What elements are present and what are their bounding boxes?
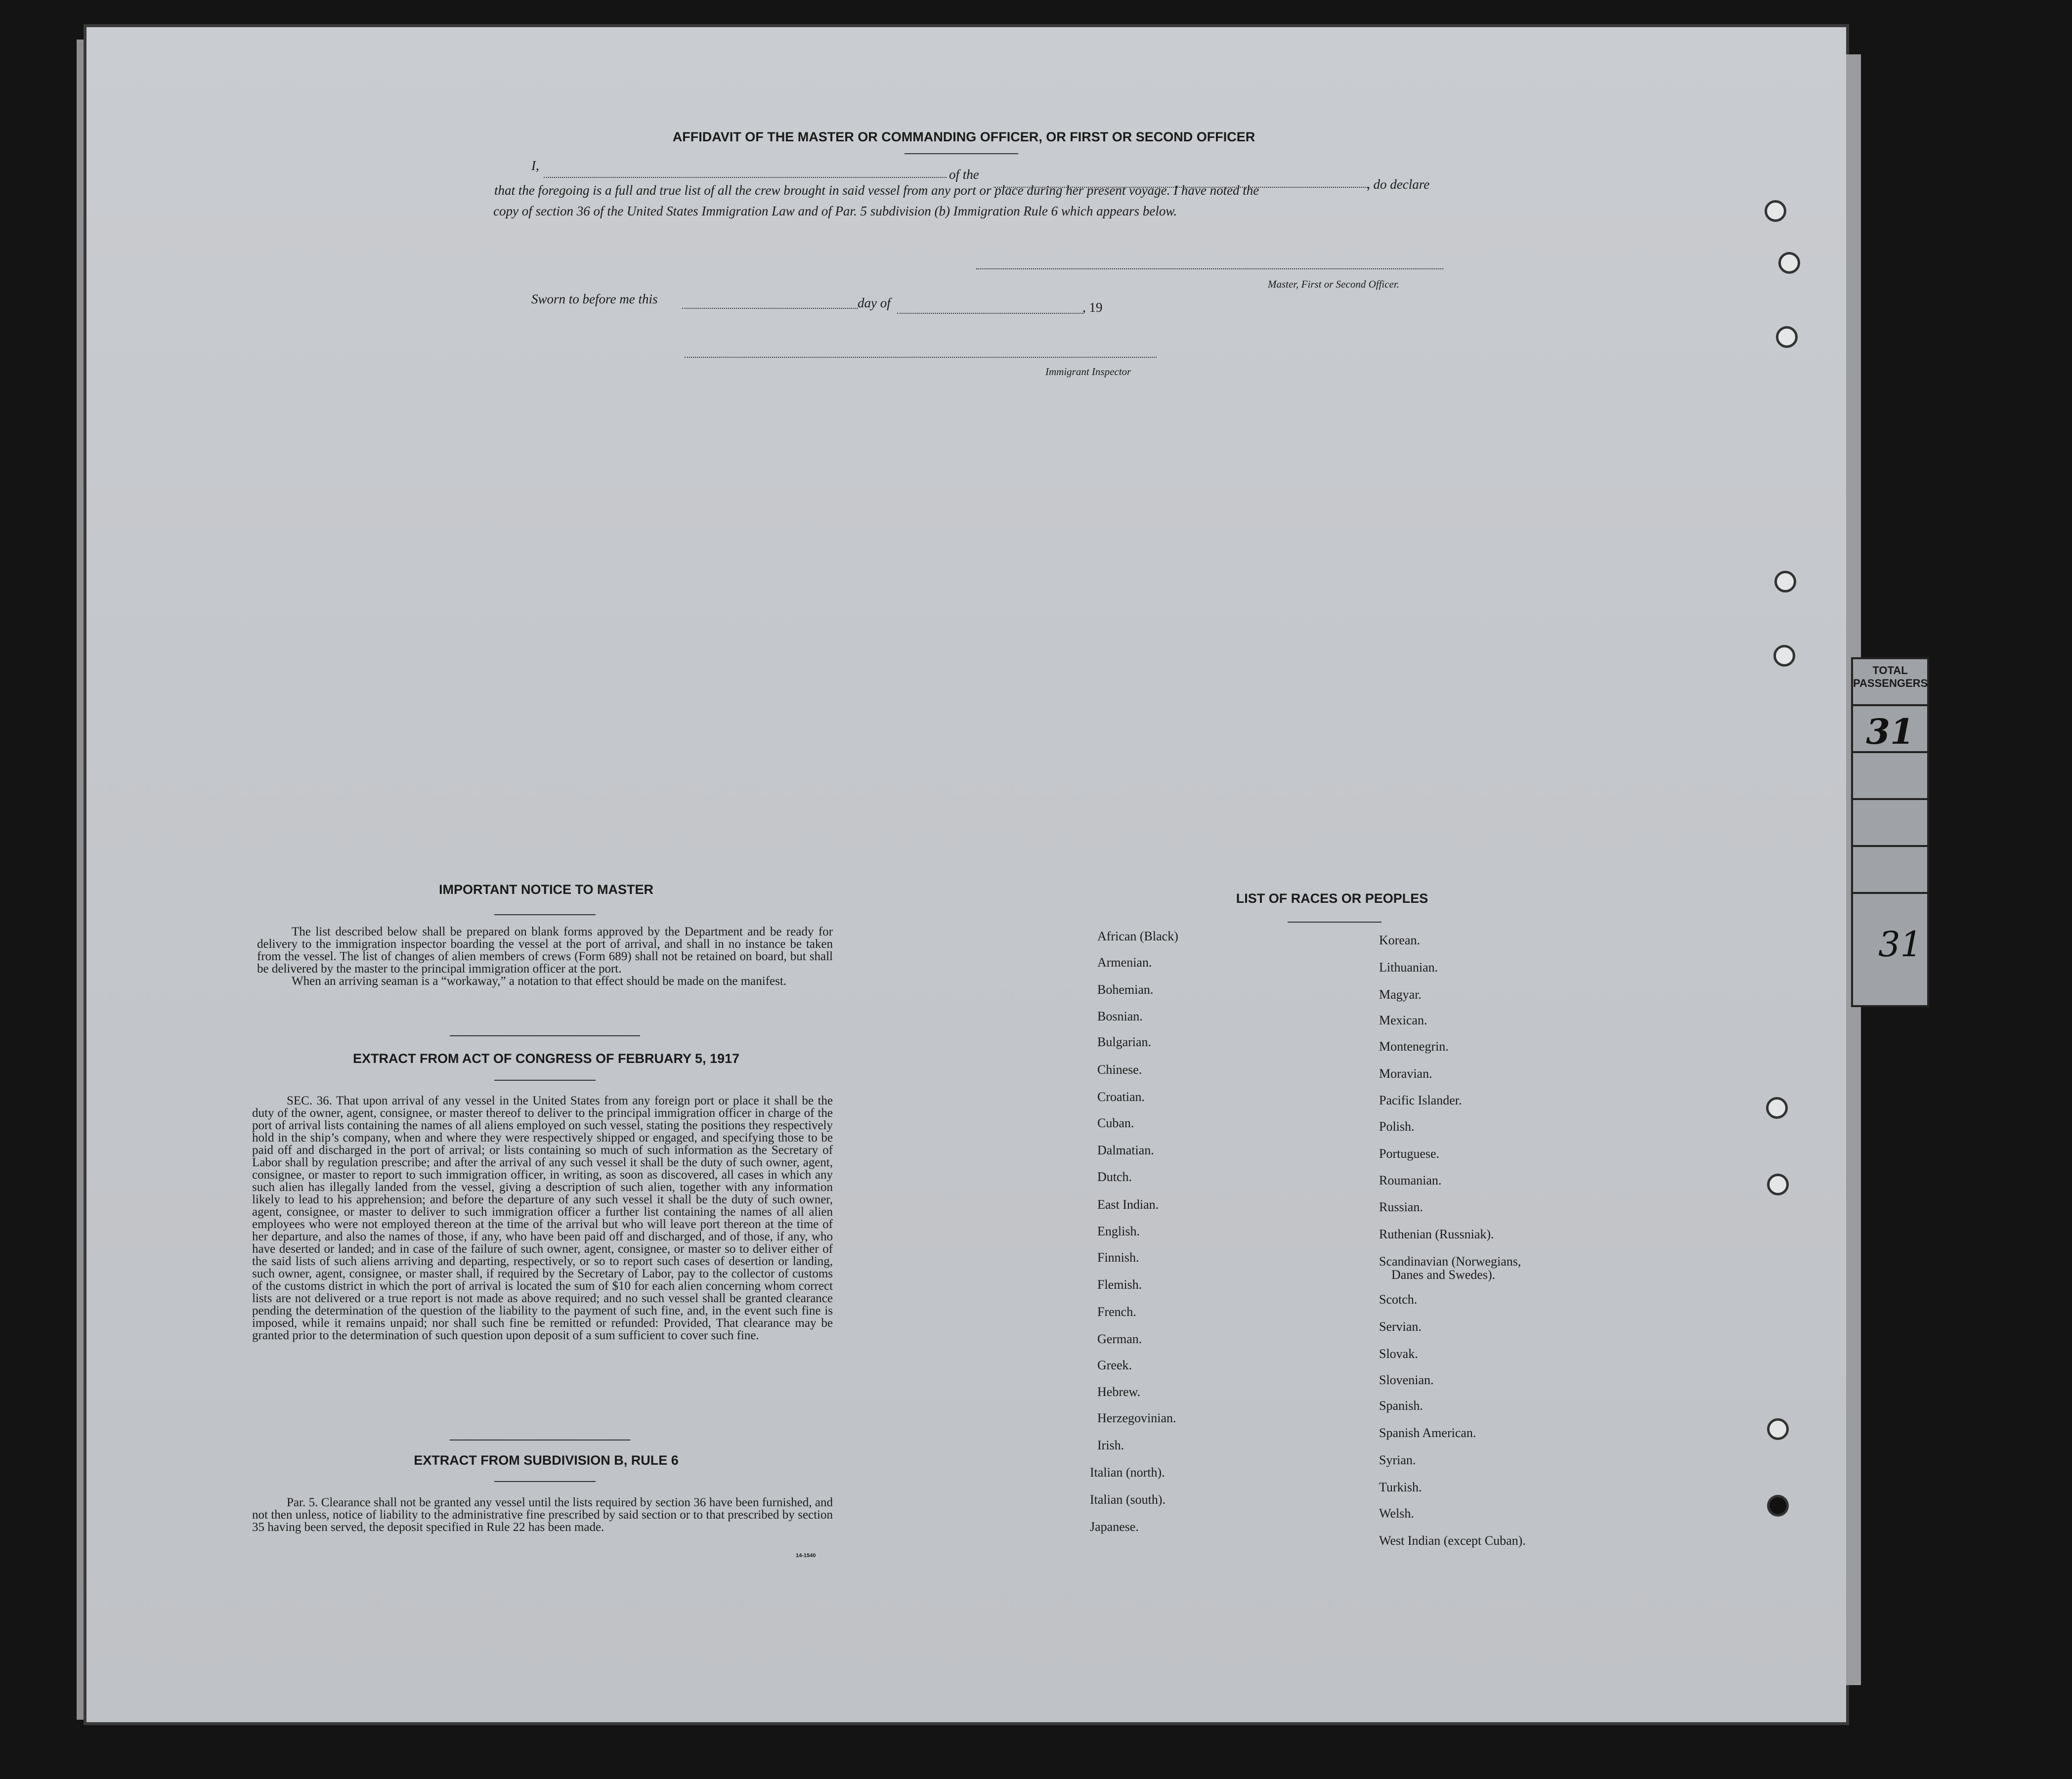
name-blank bbox=[544, 177, 947, 178]
tab-empty-row bbox=[1853, 753, 1927, 800]
race-item: Pacific Islander. bbox=[1379, 1093, 1462, 1107]
form-number: 14-1540 bbox=[796, 1553, 816, 1559]
race-item: Hebrew. bbox=[1097, 1385, 1141, 1399]
race-item: Finnish. bbox=[1097, 1250, 1139, 1265]
act-title: EXTRACT FROM ACT OF CONGRESS OF FEBRUARY 5, 1917 bbox=[352, 1051, 740, 1066]
race-item: Bulgarian. bbox=[1097, 1035, 1152, 1049]
act-body bbox=[252, 1095, 833, 1342]
inspector-label: Immigrant Inspector bbox=[1045, 366, 1131, 378]
rule-underline bbox=[494, 1481, 596, 1482]
race-item: Ruthenian (Russniak). bbox=[1379, 1227, 1494, 1241]
race-item: Roumanian. bbox=[1379, 1173, 1442, 1187]
affidavit-do-declare: , do declare bbox=[1367, 177, 1430, 192]
race-item: Flemish. bbox=[1097, 1277, 1142, 1292]
race-item: Bohemian. bbox=[1097, 982, 1154, 997]
affidavit-title: AFFIDAVIT OF THE MASTER OR COMMANDING OFFICER, OR FIRST OR SECOND OFFICER bbox=[672, 129, 1255, 144]
race-item: Spanish American. bbox=[1379, 1426, 1476, 1440]
notice-para1: The list described below shall be prepared on blank forms approved by the Department and be ready for delivery to the immigration inspector boarding the vessel at the port of arrival, and shall in no instance be taken from the vessel. The list of changes of alien members of crews (Form 689) shall not be retained on board, but shall be delivered by the master to the principal immigration officer at the port. bbox=[257, 925, 833, 975]
race-item: Syrian. bbox=[1379, 1453, 1416, 1467]
race-item: Turkish. bbox=[1379, 1480, 1422, 1494]
tab-empty-row bbox=[1853, 847, 1927, 894]
race-item: French. bbox=[1097, 1305, 1136, 1319]
race-item: English. bbox=[1097, 1224, 1140, 1238]
race-item: Spanish. bbox=[1379, 1398, 1423, 1413]
race-item: Slovenian. bbox=[1379, 1373, 1434, 1387]
affidavit-of-the-label: of the bbox=[949, 167, 979, 182]
year-label: , 19 bbox=[1082, 300, 1103, 315]
tab-header-line2: PASSENGERS bbox=[1853, 677, 1928, 689]
sworn-label: Sworn to before me this bbox=[531, 292, 658, 306]
affidavit-line2: that the foregoing is a full and true list of all the crew brought in said vessel from any port or place during her present voyage. I have noted the bbox=[494, 183, 1259, 198]
race-item: Cuban. bbox=[1097, 1116, 1134, 1130]
master-signature-label: Master, First or Second Officer. bbox=[1268, 278, 1399, 290]
race-item: Scandinavian (Norwegians, bbox=[1379, 1254, 1521, 1269]
month-blank bbox=[897, 313, 1082, 314]
day-of-label: day of bbox=[858, 296, 891, 310]
section-divider bbox=[450, 1035, 640, 1036]
act-section-text: SEC. 36. That upon arrival of any vessel in the United States from any foreign port or place it shall be the duty of the owner, agent, consignee, or master thereof to deliver to the principal immigration officer in charge of the port of arrival lists containing the names of all aliens employed on such vessel, stating the positions they respectively hold in the ship’s company, when and where they were respectively shipped or engaged, and specifying those to be paid off and discharged in the port of arrival; or lists containing so much of such information as the Secretary of Labor shall by regulation prescribe; and after the arrival of any such vessel it shall be the duty of such owner, agent, consignee, or master to report to such immigration officer, in writing, as soon as discovered, all cases in which any such alien has illegally landed from the vessel, giving a description of such alien, together with any information likely to lead to his apprehension; and before the departure of any such vessel it shall be the duty of such owner, agent, consignee, or master to deliver to such immigration officer a further list containing the names of all alien employees who were not employed thereon at the time of the arrival but who will leave port thereon at the time of her departure, and also the names of those, if any, who have been paid off and discharged, and of those, if any, who have deserted or landed; and in case of the failure of such owner, agent, consignee, or master so to deliver either of the said lists of such aliens arriving and departing, respectively, or so to report such cases of desertion or landing, such owner, agent, consignee, or master shall, if required by the Secretary of Labor, pay to the collector of customs of the customs district in which the port of arrival is located the sum of $10 for each alien concerning whom correct lists are not delivered or a true report is not made as above required; and no such vessel shall be granted clearance pending the determination of the question of the liability to the payment of such fine, and, in the event such fine is imposed, while it remains unpaid; nor shall such fine be remitted or refunded: Provided, That clearance may be granted prior to the determination of such question upon deposit of a sum sufficient to cover such fine. bbox=[252, 1094, 833, 1342]
race-item: Bosnian. bbox=[1097, 1009, 1143, 1023]
races-underline bbox=[1288, 922, 1381, 923]
master-signature-blank bbox=[976, 268, 1443, 269]
race-item: Montenegrin. bbox=[1379, 1039, 1449, 1054]
race-item: Servian. bbox=[1379, 1319, 1422, 1334]
notice-body bbox=[257, 926, 833, 987]
notice-para2: When an arriving seaman is a “workaway,” a notation to that effect should be made on the manifest. bbox=[292, 974, 787, 988]
tab-header-line1: TOTAL bbox=[1872, 664, 1908, 677]
race-item: Lithuanian. bbox=[1379, 960, 1438, 974]
race-item: Japanese. bbox=[1090, 1520, 1139, 1534]
race-item: Welsh. bbox=[1379, 1506, 1414, 1521]
race-item: Korean. bbox=[1379, 933, 1421, 947]
race-item: Greek. bbox=[1097, 1358, 1132, 1372]
races-title: LIST OF RACES OR PEOPLES bbox=[1236, 891, 1428, 906]
punch-hole bbox=[1778, 252, 1800, 274]
race-item: Herzegovinian. bbox=[1097, 1411, 1176, 1425]
punch-hole bbox=[1766, 1097, 1788, 1119]
punch-hole bbox=[1767, 1495, 1789, 1517]
affidavit-i-label: I, bbox=[531, 158, 539, 173]
race-item: Portuguese. bbox=[1379, 1146, 1440, 1161]
day-blank bbox=[682, 308, 858, 309]
rule-body bbox=[252, 1496, 833, 1533]
inspector-signature-blank bbox=[685, 357, 1157, 358]
race-item: Scotch. bbox=[1379, 1292, 1418, 1307]
race-item: Moravian. bbox=[1379, 1066, 1432, 1081]
affidavit-line3: copy of section 36 of the United States Immigration Law and of Par. 5 subdivision (b) Immigration Rule 6 which appears below. bbox=[493, 204, 1177, 218]
race-item: Polish. bbox=[1379, 1119, 1415, 1134]
race-item: West Indian (except Cuban). bbox=[1379, 1533, 1526, 1548]
race-item: Croatian. bbox=[1097, 1090, 1145, 1104]
punch-hole bbox=[1767, 1418, 1789, 1440]
title-underline bbox=[905, 153, 1018, 154]
punch-hole bbox=[1773, 645, 1795, 667]
punch-hole bbox=[1776, 326, 1798, 348]
race-item: East Indian. bbox=[1097, 1197, 1159, 1212]
race-item: Chinese. bbox=[1097, 1062, 1142, 1077]
race-item: Mexican. bbox=[1379, 1013, 1427, 1027]
notice-underline bbox=[494, 914, 596, 915]
race-item: Magyar. bbox=[1379, 987, 1422, 1002]
race-item: Italian (south). bbox=[1090, 1492, 1166, 1507]
punch-hole bbox=[1765, 200, 1786, 222]
tab-header bbox=[1853, 659, 1927, 706]
act-underline bbox=[494, 1080, 596, 1081]
race-item: Dutch. bbox=[1097, 1170, 1132, 1184]
rule-title: EXTRACT FROM SUBDIVISION B, RULE 6 bbox=[414, 1453, 679, 1468]
race-item: Danes and Swedes). bbox=[1391, 1268, 1496, 1282]
rule-text: Par. 5. Clearance shall not be granted any vessel until the lists required by section 36 have been furnished, and not then unless, notice of liability to the administrative fine prescribed by said section or to that prescribed by section 35 having been served, the deposit specified in Rule 22 has been made. bbox=[252, 1496, 833, 1534]
race-item: Slovak. bbox=[1379, 1347, 1418, 1361]
race-item: Italian (north). bbox=[1090, 1465, 1165, 1480]
tab-count-top: 31 bbox=[1853, 706, 1927, 753]
race-item: Russian. bbox=[1379, 1200, 1423, 1214]
tab-empty-row bbox=[1853, 800, 1927, 847]
punch-hole bbox=[1767, 1174, 1789, 1195]
notice-title: IMPORTANT NOTICE TO MASTER bbox=[439, 882, 653, 897]
race-item: Armenian. bbox=[1097, 955, 1152, 970]
race-item: African (Black) bbox=[1097, 929, 1178, 943]
race-item: Irish. bbox=[1097, 1438, 1124, 1452]
race-item: German. bbox=[1097, 1332, 1142, 1346]
race-item: Dalmatian. bbox=[1097, 1143, 1154, 1157]
tab-count-bottom: 31 bbox=[1878, 924, 1923, 965]
punch-hole bbox=[1774, 571, 1796, 593]
